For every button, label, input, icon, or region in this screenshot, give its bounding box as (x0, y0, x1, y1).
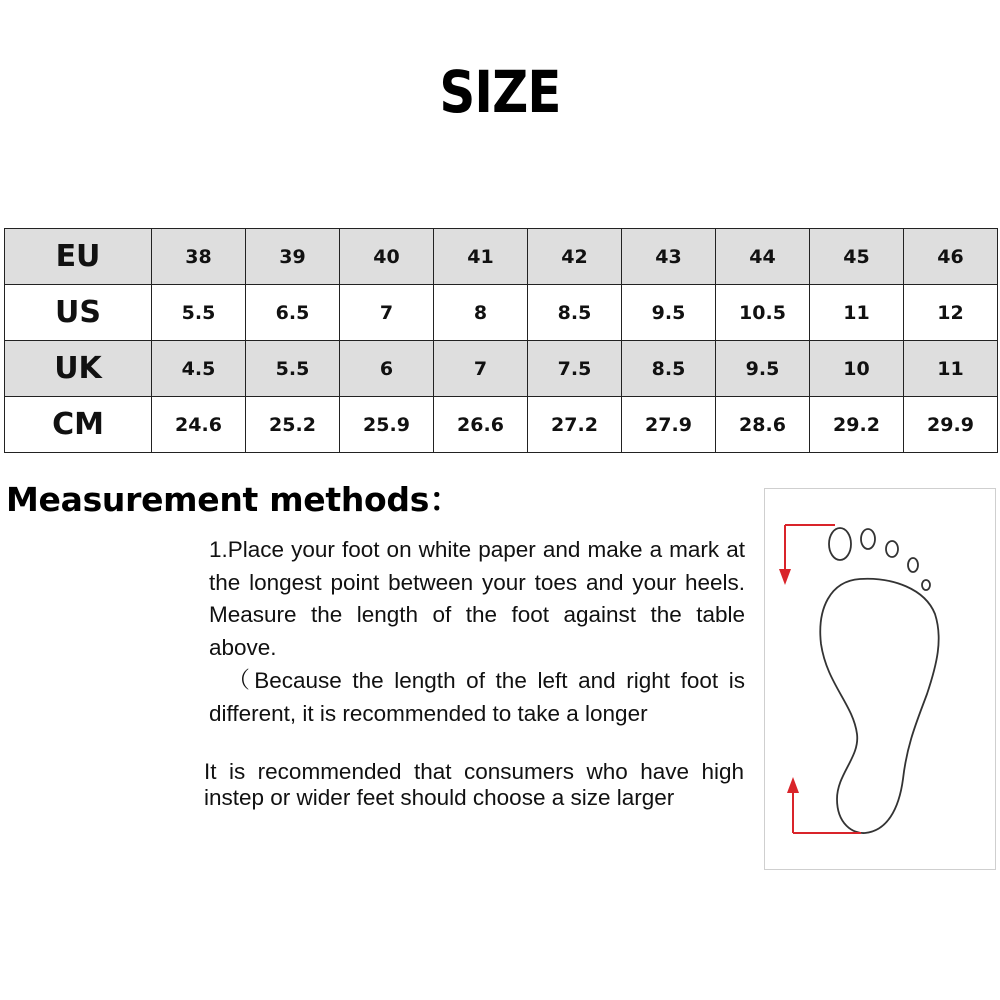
size-cell: 4.5 (152, 341, 246, 397)
size-cell: 25.9 (340, 397, 434, 453)
size-cell: 5.5 (246, 341, 340, 397)
size-cell: 6.5 (246, 285, 340, 341)
row-label: US (5, 285, 152, 341)
size-cell: 39 (246, 229, 340, 285)
foot-measurement-figure (764, 488, 996, 870)
size-cell: 29.9 (904, 397, 998, 453)
size-cell: 24.6 (152, 397, 246, 453)
third-toe (886, 541, 898, 557)
size-cell: 7 (340, 285, 434, 341)
size-cell: 29.2 (810, 397, 904, 453)
size-cell: 5.5 (152, 285, 246, 341)
size-cell: 42 (528, 229, 622, 285)
row-label: EU (5, 229, 152, 285)
second-toe (861, 529, 875, 549)
size-cell: 11 (810, 285, 904, 341)
size-cell: 10.5 (716, 285, 810, 341)
size-cell: 8.5 (528, 285, 622, 341)
size-cell: 12 (904, 285, 998, 341)
measurement-note (209, 665, 745, 730)
size-cell: 46 (904, 229, 998, 285)
measurement-step-1: 1.Place your foot on white paper and make a mark at the longest point between your toes and your heels. Measure the length of the foot against the table above. (209, 537, 745, 660)
size-cell: 43 (622, 229, 716, 285)
fifth-toe (922, 580, 930, 590)
size-cell: 41 (434, 229, 528, 285)
size-cell: 11 (904, 341, 998, 397)
size-cell: 38 (152, 229, 246, 285)
measurement-note-text: （Because the length of the left and right foot is different, it is recommended to take a longer (209, 668, 745, 726)
size-cell: 9.5 (622, 285, 716, 341)
size-cell: 10 (810, 341, 904, 397)
size-cell: 27.2 (528, 397, 622, 453)
bottom-arrow-head (787, 777, 799, 793)
size-row-eu (5, 229, 998, 285)
size-cell: 27.9 (622, 397, 716, 453)
size-chart-table (4, 228, 998, 453)
page-title: SIZE (439, 58, 561, 126)
big-toe (829, 528, 851, 560)
measurement-recommendation: It is recommended that consumers who have high instep or wider feet should choose a size larger (204, 759, 744, 810)
size-row-uk (5, 341, 998, 397)
size-cell: 26.6 (434, 397, 528, 453)
top-arrow-head (779, 569, 791, 585)
size-cell: 7 (434, 341, 528, 397)
size-cell: 9.5 (716, 341, 810, 397)
foot-outline-icon (765, 489, 995, 869)
measurement-heading: Measurement methods： (6, 480, 462, 519)
size-cell: 40 (340, 229, 434, 285)
row-label: UK (5, 341, 152, 397)
size-row-us (5, 285, 998, 341)
sole-outline (820, 579, 938, 833)
size-cell: 8.5 (622, 341, 716, 397)
size-cell: 8 (434, 285, 528, 341)
size-cell: 7.5 (528, 341, 622, 397)
size-cell: 45 (810, 229, 904, 285)
fourth-toe (908, 558, 918, 572)
size-row-cm (5, 397, 998, 453)
size-cell: 28.6 (716, 397, 810, 453)
size-cell: 25.2 (246, 397, 340, 453)
size-cell: 44 (716, 229, 810, 285)
size-cell: 6 (340, 341, 434, 397)
row-label: CM (5, 397, 152, 453)
